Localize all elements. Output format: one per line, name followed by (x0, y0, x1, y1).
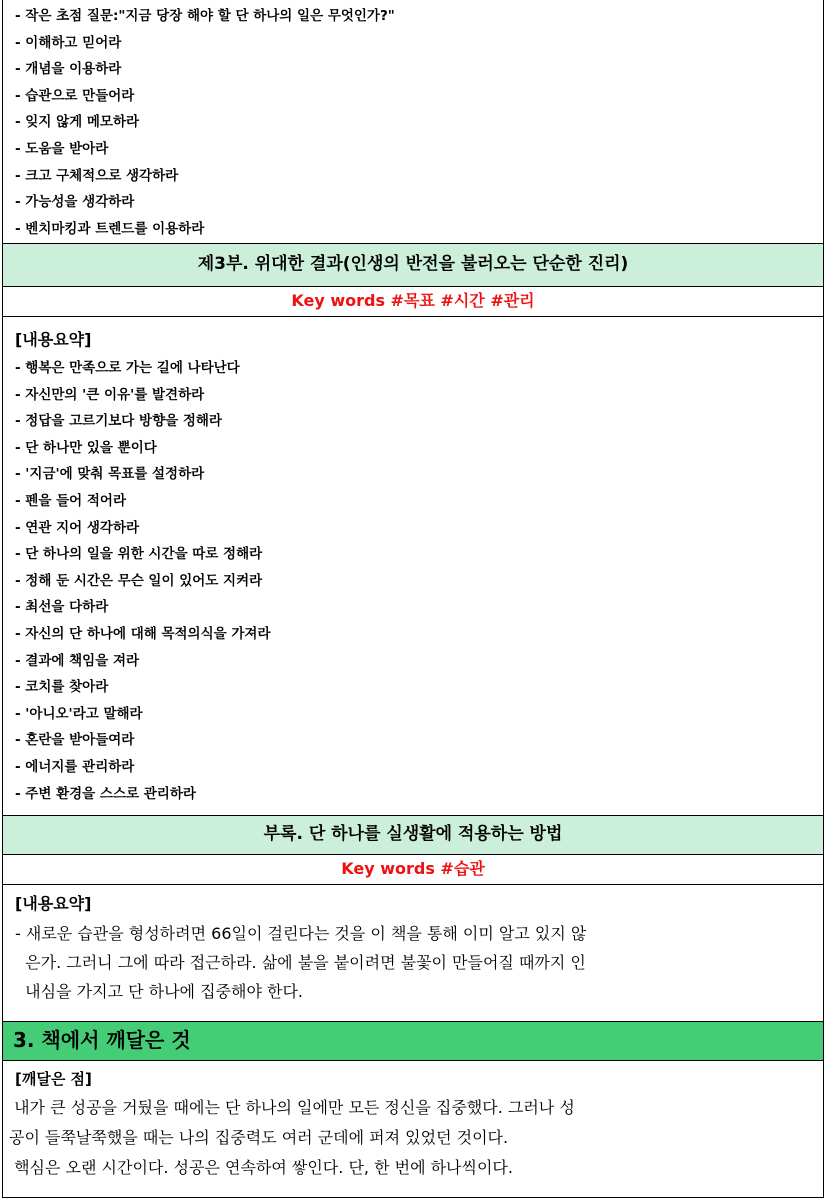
list-item: - 정답을 고르기보다 방향을 정해라 (15, 413, 222, 430)
list-item: - 혼란을 받아들여라 (15, 732, 135, 749)
list-item: - 벤치마킹과 트렌드를 이용하라 (15, 220, 205, 237)
summary-line: 내심을 가지고 단 하나에 집중해야 한다. (15, 982, 303, 1001)
list-item: - 자신만의 '큰 이유'를 발견하라 (15, 386, 205, 403)
part3-title: 제3부. 위대한 결과(인생의 반전을 불러오는 단순한 진리) (3, 244, 823, 287)
list-item: - 개념을 이용하라 (15, 61, 122, 78)
list-item: - 주변 환경을 스스로 관리하라 (15, 785, 196, 802)
appendix-summary-cell (3, 885, 823, 1022)
list-item: - 자신의 단 하나에 대해 목적의식을 가져라 (15, 625, 271, 642)
list-item: - 연관 지어 생각하라 (15, 519, 140, 536)
list-item: - 정해 둔 시간은 무슨 일이 있어도 지켜라 (15, 572, 263, 589)
list-item: - 습관으로 만들어라 (15, 87, 135, 104)
list-item: - 잊지 않게 메모하라 (15, 114, 140, 131)
summary-line: 은가. 그러니 그에 따라 접근하라. 삶에 불을 붙이려면 불꽃이 만들어질 때까지 인 (15, 953, 586, 972)
realization-line: 핵심은 오랜 시간이다. 성공은 연속하여 쌓인다. 단, 한 번에 하나씩이다. (9, 1158, 513, 1177)
section3-body-cell (3, 1061, 823, 1198)
list-item: - 단 하나의 일을 위한 시간을 따로 정해라 (15, 546, 263, 563)
appendix-keywords: Key words #습관 (3, 855, 823, 885)
realization-line: 공이 들쭉날쭉했을 때는 나의 집중력도 여러 군데에 퍼져 있었던 것이다. (9, 1128, 509, 1147)
summary-label: [내용요약] (15, 894, 92, 913)
list-item: - 단 하나만 있을 뿐이다 (15, 439, 157, 456)
list-item: - 코치를 찾아라 (15, 679, 109, 696)
part2-summary-cell (3, 0, 823, 244)
list-item: - 작은 초점 질문:"지금 당장 해야 할 단 하나의 일은 무엇인가?" (15, 8, 395, 24)
list-item: - 행복은 만족으로 가는 길에 나타난다 (15, 360, 240, 376)
list-item: - 최선을 다하라 (15, 599, 109, 616)
part3-summary-cell (3, 317, 823, 816)
list-item: - '지금'에 맞춰 목표를 설정하라 (15, 466, 205, 483)
list-item: - 펜을 들어 적어라 (15, 492, 126, 509)
part3-keywords: Key words #목표 #시간 #관리 (3, 287, 823, 317)
list-item: - 에너지를 관리하라 (15, 758, 135, 775)
summary-line: - 새로운 습관을 형성하려면 66일이 걸린다는 것을 이 책을 통해 이미 알고 있지 않 (15, 924, 587, 943)
realization-line: 내가 큰 성공을 거뒀을 때에는 단 하나의 일에만 모든 정신을 집중했다. 그러나 성 (9, 1098, 575, 1117)
list-item: - 가능성을 생각하라 (15, 194, 135, 211)
summary-label: [내용요약] (15, 330, 92, 349)
realization-label: [깨달은 점] (15, 1070, 92, 1088)
list-item: - 이해하고 믿어라 (15, 34, 122, 51)
list-item: - 결과에 책임을 져라 (15, 652, 140, 669)
document-table (2, 0, 824, 1198)
appendix-title: 부록. 단 하나를 실생활에 적용하는 방법 (3, 816, 823, 855)
section3-title: 3. 책에서 깨달은 것 (3, 1022, 823, 1061)
list-item: - 크고 구체적으로 생각하라 (15, 167, 179, 184)
list-item: - 도움을 받아라 (15, 140, 109, 157)
list-item: - '아니오'라고 말해라 (15, 705, 143, 722)
